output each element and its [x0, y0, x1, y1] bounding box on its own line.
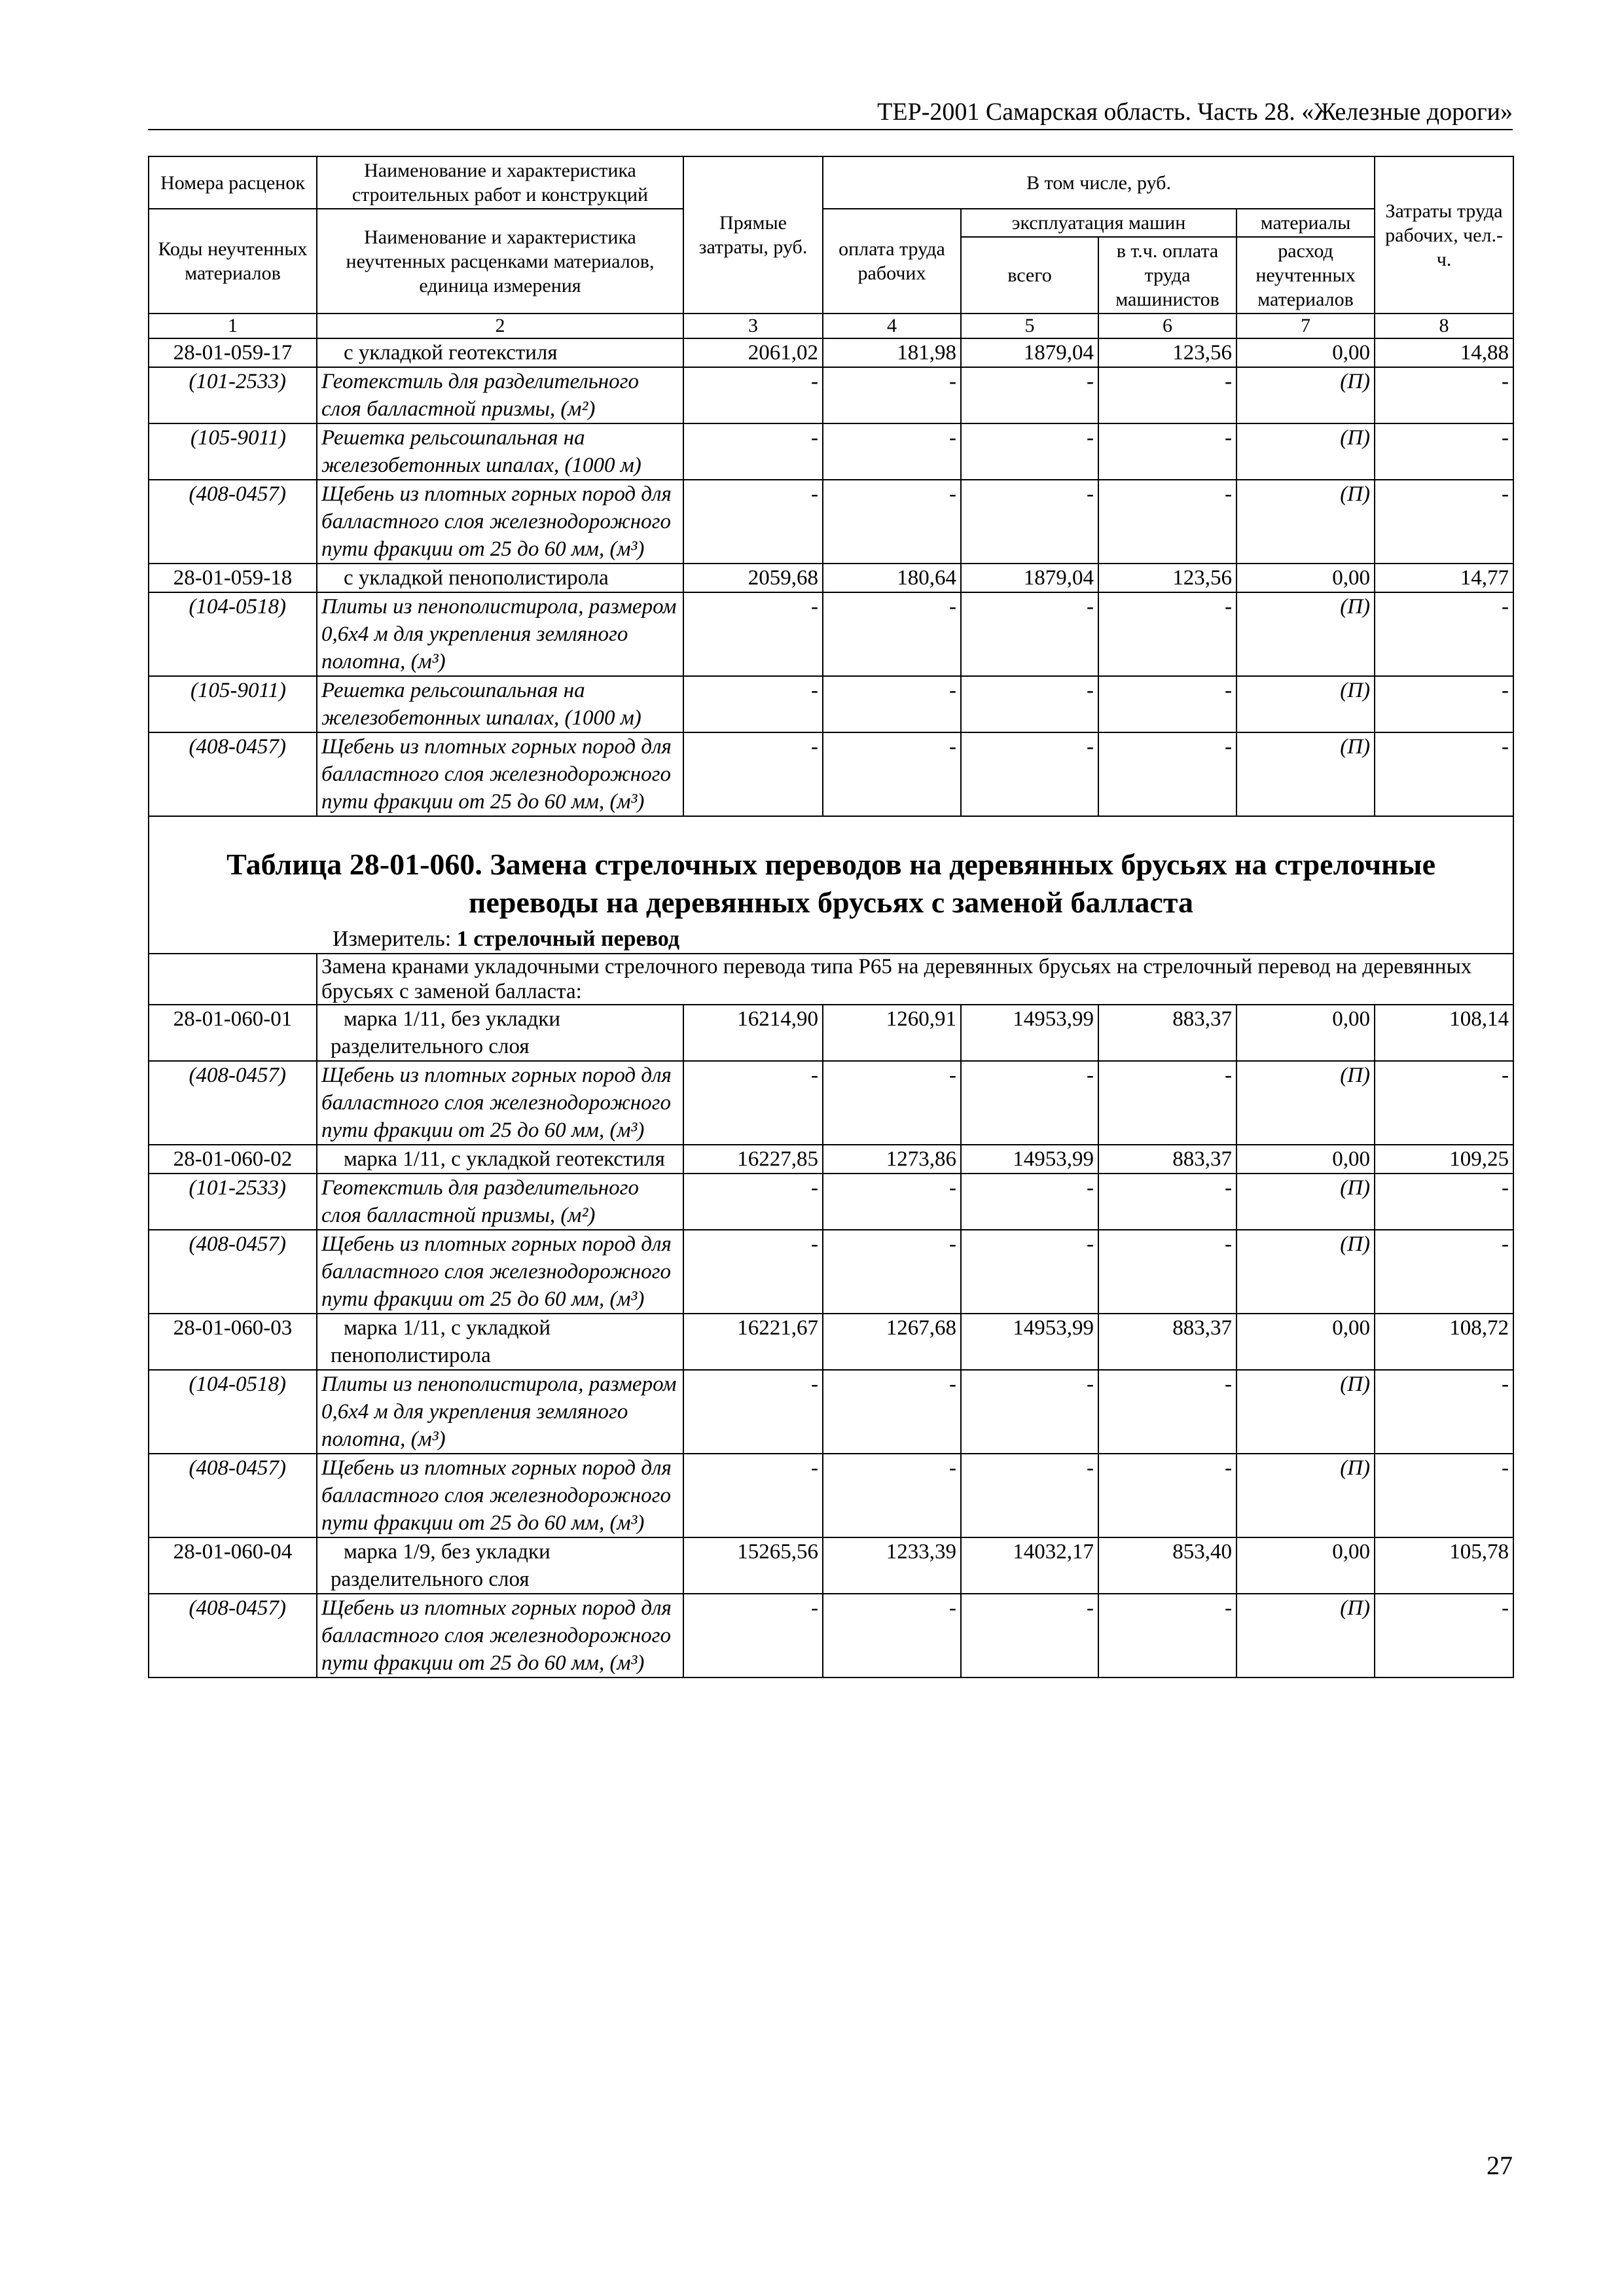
resource-name: Плиты из пенополистирола, размером 0,6х4 м для укрепления земляного полотна, (м³)	[317, 592, 683, 676]
resource-value-c3: -	[683, 480, 823, 564]
resource-code: (105-9011)	[149, 676, 317, 732]
resource-value-c7: (П)	[1236, 1230, 1375, 1314]
resource-value-c4: -	[823, 732, 961, 816]
resource-value-c8: -	[1375, 480, 1513, 564]
resource-value-c3: -	[683, 1454, 823, 1537]
resource-value-c8: -	[1375, 1454, 1513, 1537]
rate-code: 28-01-059-18	[149, 564, 317, 592]
resource-name: Решетка рельсошпальная на железобетонных шпалах, (1000 м)	[317, 423, 683, 480]
resource-value-c6: -	[1098, 676, 1236, 732]
rate-value-c4: 180,64	[823, 564, 961, 592]
rate-name: с укладкой геотекстиля	[317, 338, 683, 367]
resource-value-c8: -	[1375, 1230, 1513, 1314]
resource-value-c6: -	[1098, 592, 1236, 676]
resource-name: Геотекстиль для разделительного слоя балластной призмы, (м²)	[317, 367, 683, 423]
rate-value-c5: 14953,99	[961, 1005, 1098, 1061]
rate-value-c4: 181,98	[823, 338, 961, 367]
resource-value-c4: -	[823, 592, 961, 676]
resource-value-c5: -	[961, 1174, 1098, 1230]
resource-value-c7: (П)	[1236, 1370, 1375, 1454]
resource-name: Щебень из плотных горных пород для балластного слоя железнодорожного пути фракции от 25 до 60 мм, (м³)	[317, 1061, 683, 1145]
resource-value-c8: -	[1375, 1061, 1513, 1145]
rate-value-c8: 109,25	[1375, 1145, 1513, 1174]
measure-value: 1 стрелочный перевод	[456, 927, 680, 951]
resource-value-c3: -	[683, 1061, 823, 1145]
resource-value-c6: -	[1098, 1174, 1236, 1230]
resource-row	[149, 480, 1513, 564]
header-including: В том числе, руб.	[823, 156, 1375, 209]
resource-code: (408-0457)	[149, 1061, 317, 1145]
rate-code: 28-01-060-04	[149, 1537, 317, 1594]
rate-value-c6: 853,40	[1098, 1537, 1236, 1594]
rate-value-c6: 123,56	[1098, 564, 1236, 592]
resource-value-c8: -	[1375, 1594, 1513, 1677]
resource-value-c6: -	[1098, 367, 1236, 423]
header-work-name: Наименование и характеристика строительных работ и конструкций	[317, 156, 683, 209]
rate-value-c6: 123,56	[1098, 338, 1236, 367]
resource-value-c6: -	[1098, 1230, 1236, 1314]
resource-value-c5: -	[961, 676, 1098, 732]
resource-name: Щебень из плотных горных пород для балластного слоя железнодорожного пути фракции от 25 до 60 мм, (м³)	[317, 1594, 683, 1677]
rate-value-c7: 0,00	[1236, 1005, 1375, 1061]
resource-code: (104-0518)	[149, 1370, 317, 1454]
table-block-059	[149, 338, 1513, 816]
resource-row	[149, 732, 1513, 816]
table-title: Таблица 28-01-060. Замена стрелочных переводов на деревянных брусьях на стрелочные переводы на деревянных брусьях с заменой балласта	[226, 848, 1435, 919]
header-machines-total: всего	[961, 237, 1098, 314]
rate-value-c6: 883,37	[1098, 1314, 1236, 1370]
rate-name: с укладкой пенополистирола	[317, 564, 683, 592]
resource-value-c5: -	[961, 367, 1098, 423]
rate-code: 28-01-060-03	[149, 1314, 317, 1370]
rate-name: марка 1/11, без укладки разделительного слоя	[317, 1005, 683, 1061]
column-number: 5	[961, 314, 1098, 338]
rate-value-c4: 1260,91	[823, 1005, 961, 1061]
measure-line	[149, 925, 1513, 954]
rate-value-c4: 1233,39	[823, 1537, 961, 1594]
rate-row	[149, 564, 1513, 592]
resource-value-c8: -	[1375, 592, 1513, 676]
rate-value-c8: 108,14	[1375, 1005, 1513, 1061]
resource-value-c5: -	[961, 1370, 1098, 1454]
resource-code: (101-2533)	[149, 367, 317, 423]
column-numbers-row	[149, 314, 1513, 338]
resource-value-c6: -	[1098, 480, 1236, 564]
section-blank-cell	[149, 954, 317, 1005]
running-header: ТЕР-2001 Самарская область. Часть 28. «Железные дороги»	[148, 95, 1513, 130]
column-number: 7	[1236, 314, 1375, 338]
resource-row	[149, 423, 1513, 480]
resource-value-c5: -	[961, 592, 1098, 676]
resource-name: Щебень из плотных горных пород для балластного слоя железнодорожного пути фракции от 25 до 60 мм, (м³)	[317, 1454, 683, 1537]
rate-value-c3: 16221,67	[683, 1314, 823, 1370]
table-title-cell	[149, 816, 1513, 925]
rate-value-c6: 883,37	[1098, 1005, 1236, 1061]
rate-value-c3: 2059,68	[683, 564, 823, 592]
rate-value-c8: 105,78	[1375, 1537, 1513, 1594]
resource-value-c6: -	[1098, 1454, 1236, 1537]
resource-value-c5: -	[961, 1230, 1098, 1314]
resource-value-c3: -	[683, 1594, 823, 1677]
rate-value-c7: 0,00	[1236, 1537, 1375, 1594]
resource-name: Щебень из плотных горных пород для балластного слоя железнодорожного пути фракции от 25 до 60 мм, (м³)	[317, 480, 683, 564]
resource-code: (408-0457)	[149, 1594, 317, 1677]
resource-value-c6: -	[1098, 1061, 1236, 1145]
rate-value-c8: 14,77	[1375, 564, 1513, 592]
rate-row	[149, 1005, 1513, 1061]
column-number: 2	[317, 314, 683, 338]
resource-code: (105-9011)	[149, 423, 317, 480]
resource-value-c8: -	[1375, 423, 1513, 480]
resource-value-c4: -	[823, 423, 961, 480]
rate-value-c5: 14953,99	[961, 1145, 1098, 1174]
rate-value-c4: 1267,68	[823, 1314, 961, 1370]
resource-value-c7: (П)	[1236, 1594, 1375, 1677]
resource-value-c3: -	[683, 423, 823, 480]
rate-name: марка 1/11, с укладкой геотекстиля	[317, 1145, 683, 1174]
rate-row	[149, 1314, 1513, 1370]
rate-name: марка 1/9, без укладки разделительного слоя	[317, 1537, 683, 1594]
rate-code: 28-01-059-17	[149, 338, 317, 367]
rate-value-c3: 16227,85	[683, 1145, 823, 1174]
resource-value-c4: -	[823, 480, 961, 564]
header-machine-operation: эксплуатация машин	[961, 209, 1236, 237]
resource-value-c4: -	[823, 676, 961, 732]
rate-value-c5: 14032,17	[961, 1537, 1098, 1594]
section-title: Замена кранами укладочными стрелочного перевода типа Р65 на деревянных брусьях на стрелочный перевод на деревянных брусьях с заменой балласта:	[317, 954, 1513, 1005]
resource-name: Щебень из плотных горных пород для балластного слоя железнодорожного пути фракции от 25 до 60 мм, (м³)	[317, 732, 683, 816]
resource-value-c8: -	[1375, 367, 1513, 423]
rate-value-c8: 14,88	[1375, 338, 1513, 367]
resource-value-c8: -	[1375, 1370, 1513, 1454]
resource-code: (101-2533)	[149, 1174, 317, 1230]
resource-value-c4: -	[823, 1061, 961, 1145]
resource-value-c6: -	[1098, 1594, 1236, 1677]
resource-value-c8: -	[1375, 732, 1513, 816]
table-block-060	[149, 1005, 1513, 1677]
rate-value-c7: 0,00	[1236, 338, 1375, 367]
rate-code: 28-01-060-01	[149, 1005, 317, 1061]
resource-value-c7: (П)	[1236, 676, 1375, 732]
resource-value-c4: -	[823, 1370, 961, 1454]
resource-code: (408-0457)	[149, 480, 317, 564]
resource-value-c7: (П)	[1236, 732, 1375, 816]
resource-value-c7: (П)	[1236, 423, 1375, 480]
column-number: 6	[1098, 314, 1236, 338]
resource-value-c5: -	[961, 732, 1098, 816]
rate-value-c7: 0,00	[1236, 564, 1375, 592]
resource-value-c4: -	[823, 1594, 961, 1677]
resource-value-c3: -	[683, 732, 823, 816]
resource-value-c3: -	[683, 1230, 823, 1314]
resource-value-c7: (П)	[1236, 592, 1375, 676]
rate-code: 28-01-060-02	[149, 1145, 317, 1174]
page-number: 27	[1487, 2151, 1513, 2180]
rate-value-c3: 16214,90	[683, 1005, 823, 1061]
resource-value-c6: -	[1098, 732, 1236, 816]
resource-value-c4: -	[823, 1174, 961, 1230]
resource-name: Щебень из плотных горных пород для балластного слоя железнодорожного пути фракции от 25 до 60 мм, (м³)	[317, 1230, 683, 1314]
rate-value-c4: 1273,86	[823, 1145, 961, 1174]
resource-code: (408-0457)	[149, 1454, 317, 1537]
rate-value-c7: 0,00	[1236, 1314, 1375, 1370]
rate-row	[149, 338, 1513, 367]
resource-row	[149, 1174, 1513, 1230]
resource-value-c7: (П)	[1236, 480, 1375, 564]
header-unaccounted-names: Наименование и характеристика неучтенных расценками материалов, единица измерения	[317, 209, 683, 314]
header-unaccounted-materials: расход неучтенных материалов	[1236, 237, 1375, 314]
column-number: 4	[823, 314, 961, 338]
resource-value-c6: -	[1098, 1370, 1236, 1454]
resource-value-c5: -	[961, 1594, 1098, 1677]
rate-name: марка 1/11, с укладкой пенополистирола	[317, 1314, 683, 1370]
header-worker-pay: оплата труда рабочих	[823, 209, 961, 314]
rate-value-c8: 108,72	[1375, 1314, 1513, 1370]
resource-row	[149, 1061, 1513, 1145]
rate-value-c7: 0,00	[1236, 1145, 1375, 1174]
resource-value-c4: -	[823, 367, 961, 423]
measure-label: Измеритель:	[333, 927, 452, 951]
resource-value-c5: -	[961, 1061, 1098, 1145]
resource-name: Решетка рельсошпальная на железобетонных шпалах, (1000 м)	[317, 676, 683, 732]
header-machinist-pay: в т.ч. оплата труда машинистов	[1098, 237, 1236, 314]
table-title-block	[149, 816, 1513, 1005]
resource-value-c3: -	[683, 676, 823, 732]
resource-value-c7: (П)	[1236, 1061, 1375, 1145]
resource-value-c5: -	[961, 480, 1098, 564]
resource-value-c3: -	[683, 1174, 823, 1230]
resource-value-c3: -	[683, 367, 823, 423]
resource-code: (104-0518)	[149, 592, 317, 676]
rate-value-c3: 2061,02	[683, 338, 823, 367]
resource-row	[149, 676, 1513, 732]
resource-value-c4: -	[823, 1454, 961, 1537]
resource-row	[149, 367, 1513, 423]
rate-value-c5: 1879,04	[961, 338, 1098, 367]
column-number: 3	[683, 314, 823, 338]
column-number: 1	[149, 314, 317, 338]
rate-row	[149, 1145, 1513, 1174]
resource-value-c3: -	[683, 592, 823, 676]
rate-row	[149, 1537, 1513, 1594]
rate-value-c5: 14953,99	[961, 1314, 1098, 1370]
resource-value-c7: (П)	[1236, 367, 1375, 423]
rate-value-c6: 883,37	[1098, 1145, 1236, 1174]
resource-row	[149, 1230, 1513, 1314]
resource-value-c8: -	[1375, 676, 1513, 732]
resource-value-c5: -	[961, 1454, 1098, 1537]
resource-code: (408-0457)	[149, 732, 317, 816]
resource-name: Геотекстиль для разделительного слоя балластной призмы, (м²)	[317, 1174, 683, 1230]
resource-name: Плиты из пенополистирола, размером 0,6х4 м для укрепления земляного полотна, (м³)	[317, 1370, 683, 1454]
resource-value-c8: -	[1375, 1174, 1513, 1230]
resource-value-c7: (П)	[1236, 1454, 1375, 1537]
header-direct-costs: Прямые затраты, руб.	[683, 156, 823, 314]
resource-row	[149, 1370, 1513, 1454]
header-labor-costs: Затраты труда рабочих, чел.-ч.	[1375, 156, 1513, 314]
price-table	[148, 156, 1514, 1678]
resource-code: (408-0457)	[149, 1230, 317, 1314]
resource-row	[149, 1594, 1513, 1677]
rate-value-c3: 15265,56	[683, 1537, 823, 1594]
rate-value-c5: 1879,04	[961, 564, 1098, 592]
resource-row	[149, 592, 1513, 676]
column-number: 8	[1375, 314, 1513, 338]
header-materials: материалы	[1236, 209, 1375, 237]
header-rate-numbers: Номера расценок	[149, 156, 317, 209]
resource-value-c3: -	[683, 1370, 823, 1454]
resource-value-c4: -	[823, 1230, 961, 1314]
resource-value-c6: -	[1098, 423, 1236, 480]
resource-value-c7: (П)	[1236, 1174, 1375, 1230]
header-unaccounted-codes: Коды неучтенных материалов	[149, 209, 317, 314]
resource-value-c5: -	[961, 423, 1098, 480]
resource-row	[149, 1454, 1513, 1537]
